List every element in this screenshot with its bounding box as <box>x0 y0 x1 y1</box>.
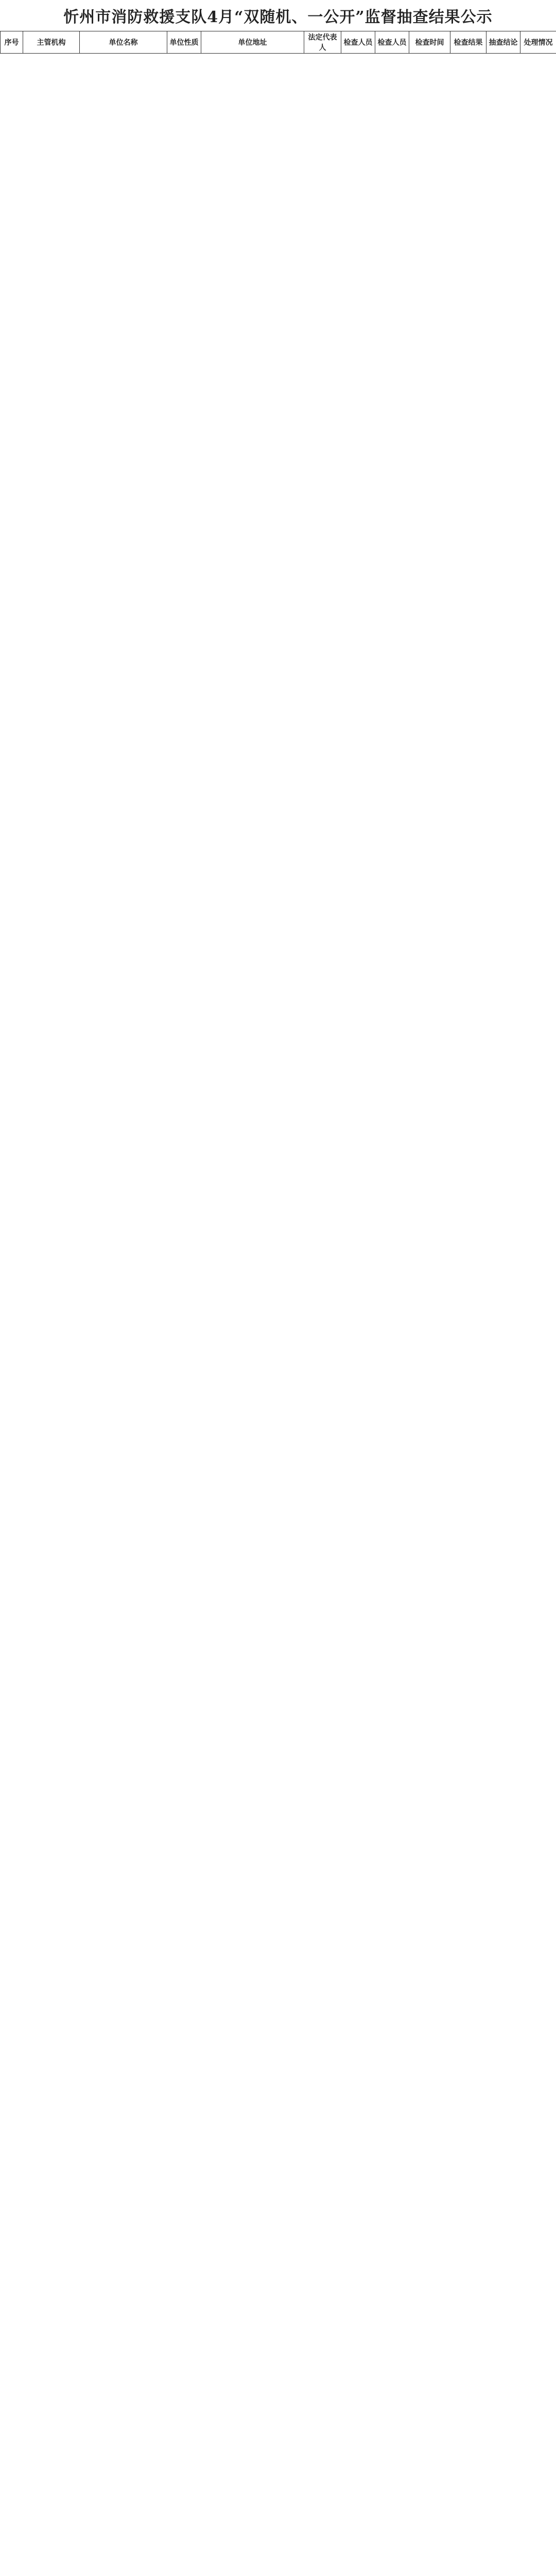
column-header: 序号 <box>1 31 23 54</box>
column-header: 检查时间 <box>409 31 450 54</box>
table-header-row <box>1 31 556 54</box>
column-header: 检查结果 <box>450 31 486 54</box>
column-header: 法定代表人 <box>304 31 341 54</box>
column-header: 单位名称 <box>80 31 167 54</box>
column-header: 处理情况 <box>520 31 556 54</box>
column-header: 检查人员 <box>341 31 375 54</box>
column-header: 单位地址 <box>201 31 304 54</box>
column-header: 检查人员 <box>375 31 409 54</box>
column-header: 单位性质 <box>167 31 201 54</box>
column-header: 抽查结论 <box>486 31 520 54</box>
results-table <box>0 31 556 54</box>
page-title: 忻州市消防救援支队4月“双随机、一公开”监督抽查结果公示 <box>63 8 493 26</box>
column-header: 主管机构 <box>23 31 80 54</box>
